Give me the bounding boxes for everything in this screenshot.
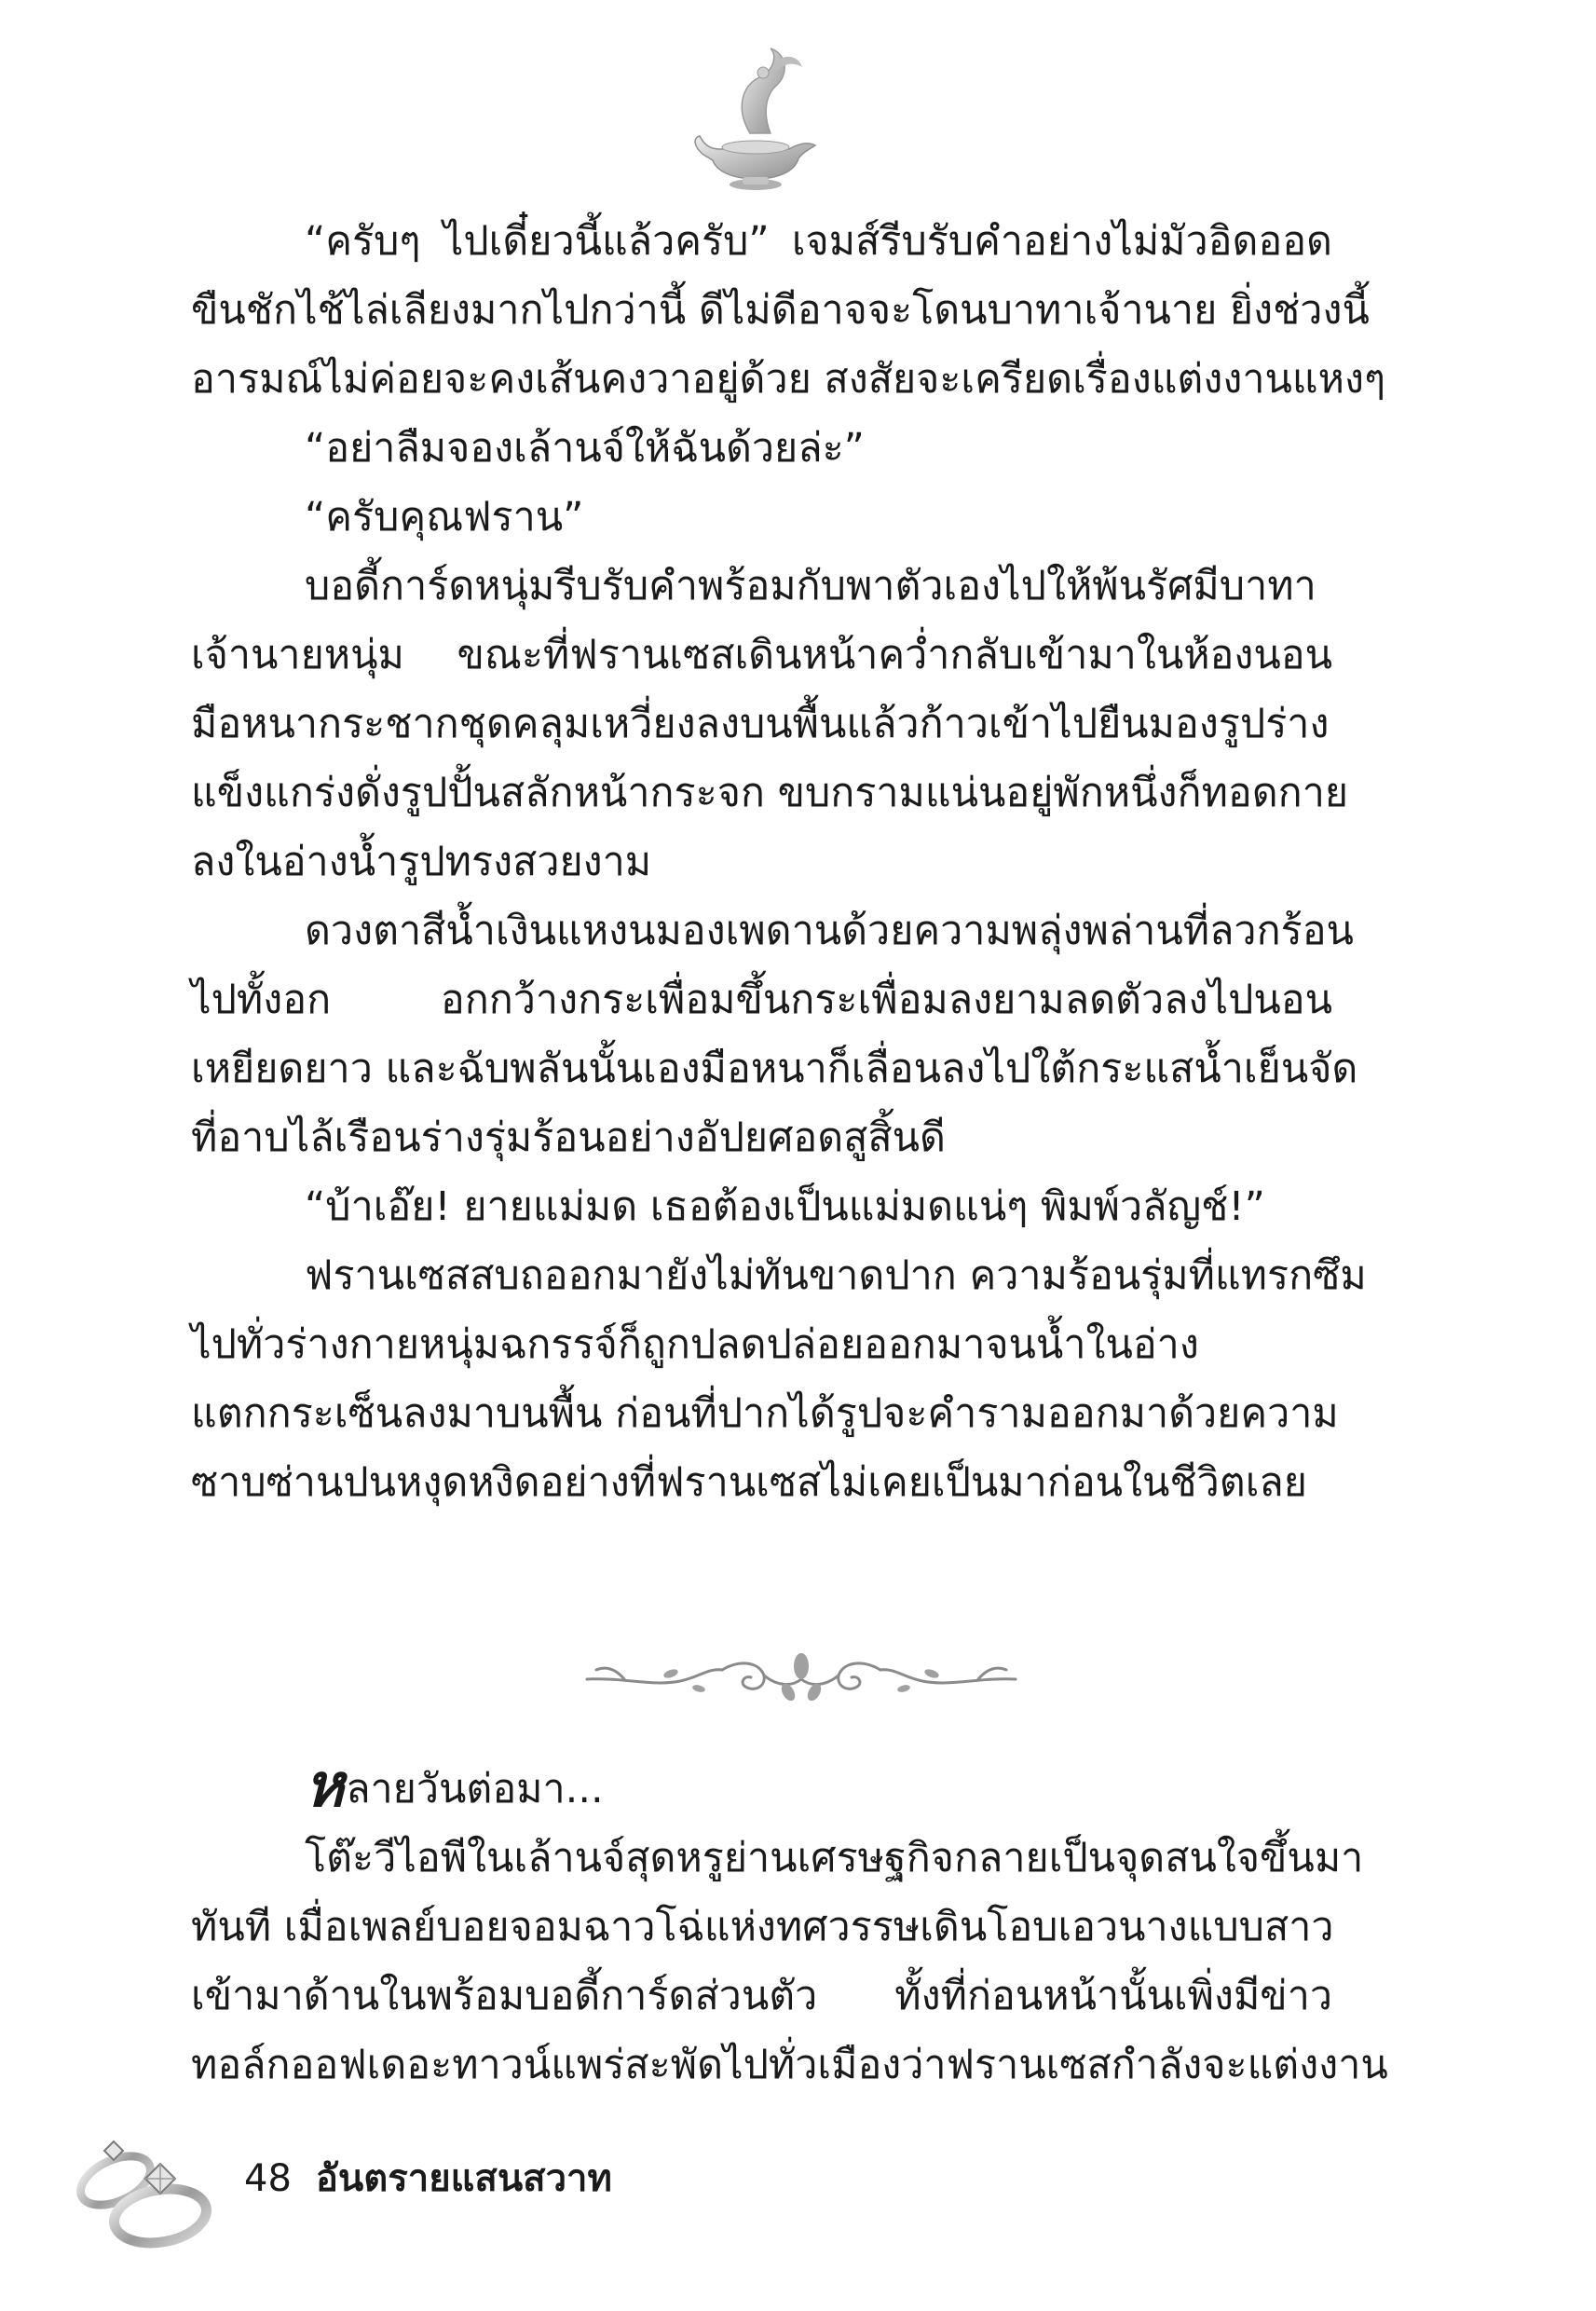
paragraph [191, 483, 1332, 552]
page-number: 48 [244, 2157, 292, 2200]
paragraph [191, 1172, 1332, 1241]
text-line: “ครับคุณฟราน” [305, 494, 584, 540]
section-opening [191, 1752, 1332, 1824]
text-line: เหยียดยาว และฉับพลันนั้นเองมือหนาก็เลื่อนลงไปใต้กระแสน้ำเย็นจัด [191, 1046, 1358, 1092]
book-title: อันตรายแสนสวาท [315, 2157, 612, 2200]
floral-divider-icon [568, 1649, 1034, 1705]
text-line: มือหนากระชากชุดคลุมเหวี่ยงลงบนพื้นแล้วก้าวเข้าไปยืนมองรูปร่าง [191, 701, 1330, 747]
paragraph [191, 552, 1349, 896]
paragraph [191, 414, 1332, 483]
genie-lamp-icon [685, 45, 825, 194]
section-two-text [191, 1752, 1388, 2099]
text-line: “ครับๆ ไปเดี๋ยวนี้แล้วครับ” เจมส์รีบรับคำอย่างไม่มัวอิดออด [305, 218, 1332, 265]
text-line: ซาบซ่านปนหงุดหงิดอย่างที่ฟรานเซสไม่เคยเป็นมาก่อนในชีวิตเลย [191, 1459, 1307, 1506]
paragraph [191, 1824, 1388, 2099]
text-line: ขืนชักไช้ไล่เลียงมากไปกว่านี้ ดีไม่ดีอาจจะโดนบาทาเจ้านาย ยิ่งช่วงนี้ [191, 287, 1370, 334]
text-line: ดวงตาสีน้ำเงินแหงนมองเพดานด้วยความพลุ่งพล่านที่ลวกร้อน [305, 908, 1354, 954]
text-line: ที่อาบไล้เรือนร่างรุ่มร้อนอย่างอัปยศอดสูสิ้นดี [191, 1114, 946, 1161]
text-line: ไปทั่วร่างกายหนุ่มฉกรรจ์ก็ถูกปลดปล่อยออกมาจนน้ำในอ่าง [191, 1321, 1199, 1368]
text-line: อารมณ์ไม่ค่อยจะคงเส้นคงวาอยู่ด้วย สงสัยจะเครียดเรื่องแต่งงานแหงๆ [191, 356, 1386, 403]
paragraph [191, 896, 1358, 1172]
text-line: ทอล์กออฟเดอะทาวน์แพร่สะพัดไปทั่วเมืองว่าฟรานเซสกำลังจะแต่งงาน [191, 2042, 1388, 2088]
page-footer [244, 2151, 612, 2207]
wedding-rings-icon [60, 2123, 227, 2263]
text-line: เข้ามาด้านในพร้อมบอดี้การ์ดส่วนตัว ทั้งที่ก่อนหน้านั้นเพิ่งมีข่าว [191, 1973, 1332, 2019]
paragraph [191, 207, 1386, 414]
text-line: ทันที เมื่อเพลย์บอยจอมฉาวโฉ่แห่งทศวรรษเดินโอบเอวนางแบบสาว [191, 1904, 1334, 1950]
text-line: ลงในอ่างน้ำรูปทรงสวยงาม [191, 839, 652, 885]
paragraph [191, 1241, 1367, 1517]
text-line: บอดี้การ์ดหนุ่มรีบรับคำพร้อมกับพาตัวเองไปให้พ้นรัศมีบาทา [305, 563, 1316, 609]
text-line: แตกกระเซ็นลงมาบนพื้น ก่อนที่ปากได้รูปจะคำรามออกมาด้วยความ [191, 1390, 1339, 1437]
text-line: ฟรานเซสสบถออกมายังไม่ทันขาดปาก ความร้อนรุ่มที่แทรกซึม [305, 1252, 1367, 1299]
main-text [191, 207, 1386, 1517]
text-line: “อย่าลืมจองเล้านจ์ให้ฉันด้วยล่ะ” [305, 425, 865, 472]
text-line: เจ้านายหนุ่ม ขณะที่ฟรานเซสเดินหน้าคว่ำกลับเข้ามาในห้องนอน [191, 632, 1332, 678]
text-line: ไปทั้งอก อกกว้างกระเพื่อมขึ้นกระเพื่อมลงยามลดตัวลงไปนอน [191, 977, 1332, 1023]
opening-text: ลายวันต่อมา... [346, 1766, 604, 1812]
text-line: “บ้าเอ๊ย! ยายแม่มด เธอต้องเป็นแม่มดแน่ๆ พิมพ์วลัญช์!” [305, 1183, 1265, 1230]
drop-cap: ห [305, 1752, 345, 1821]
text-line: โต๊ะวีไอพีในเล้านจ์สุดหรูย่านเศรษฐกิจกลายเป็นจุดสนใจขึ้นมา [305, 1835, 1364, 1881]
text-line: แข็งแกร่งดั่งรูปปั้นสลักหน้ากระจก ขบกรามแน่นอยู่พักหนึ่งก็ทอดกาย [191, 770, 1349, 816]
